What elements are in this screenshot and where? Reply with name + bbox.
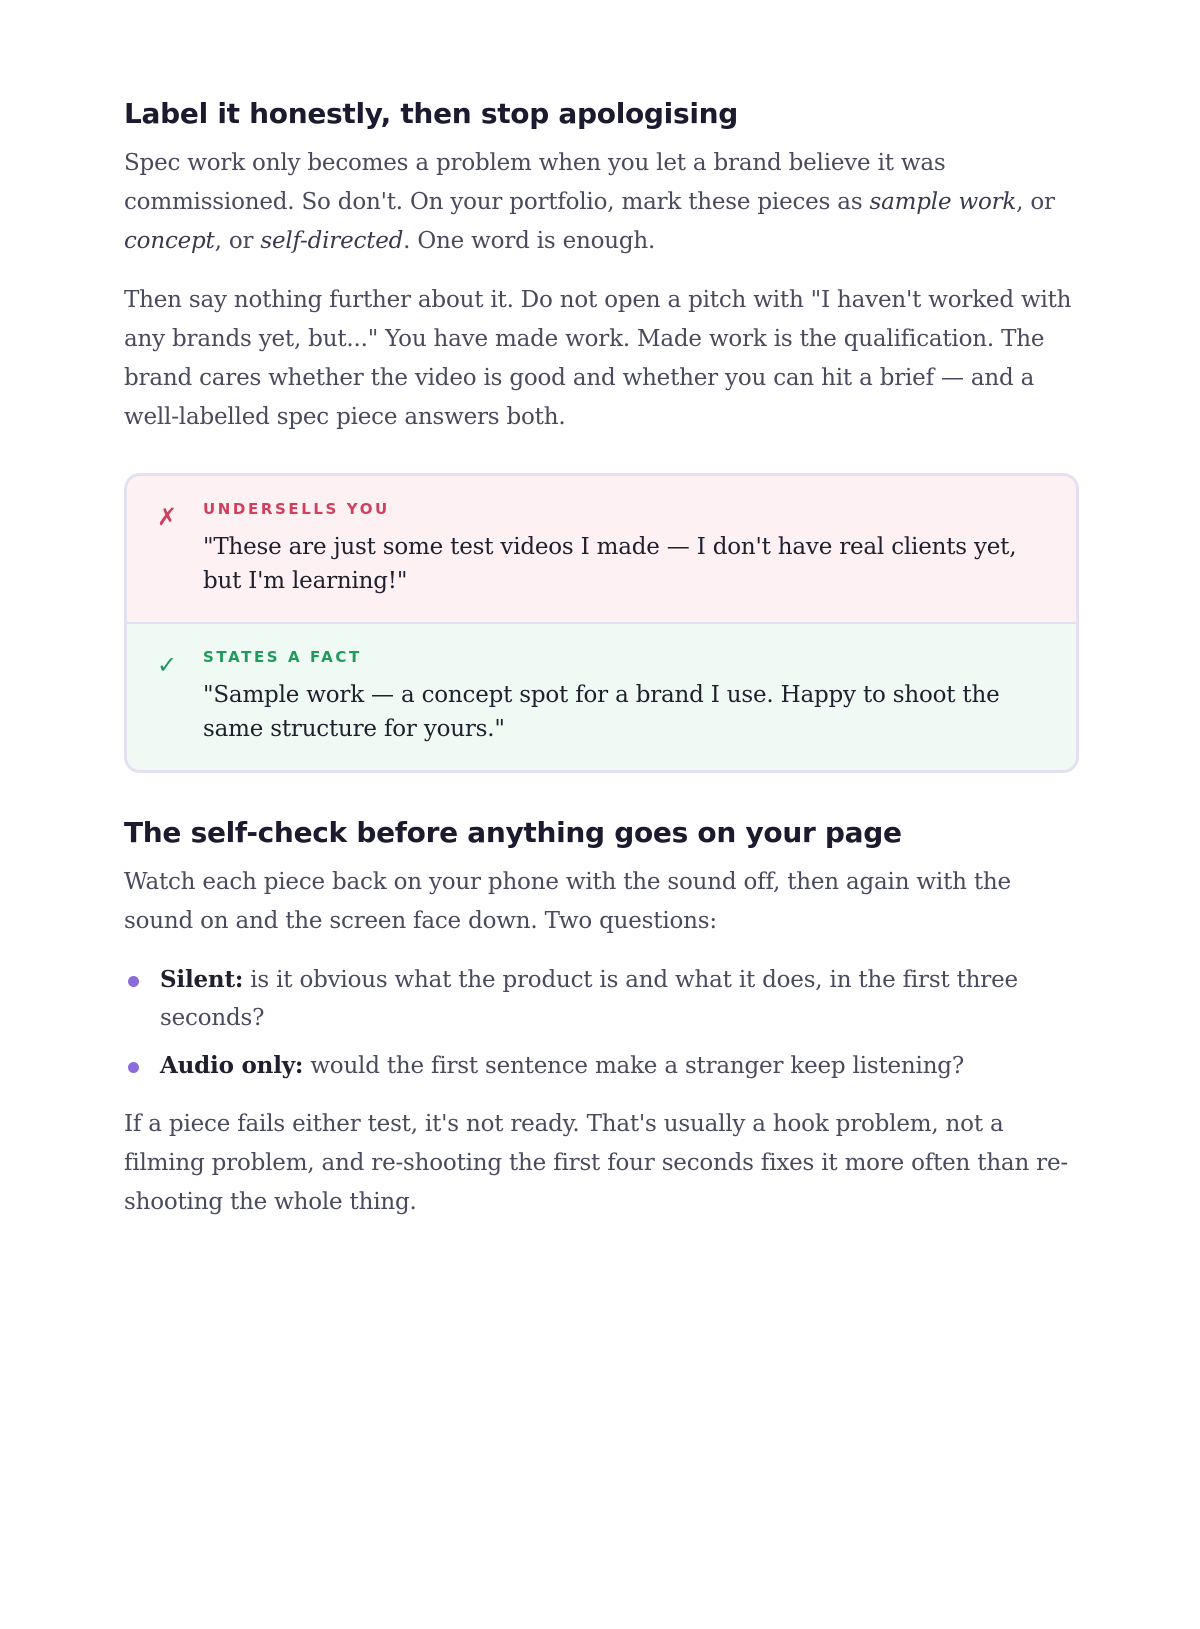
article-body (124, 96, 1079, 1242)
comparison-label-undersells: UNDERSELLS YOU (203, 500, 390, 518)
list-item (124, 1047, 1079, 1085)
list-item-label: Audio only: (160, 1052, 304, 1079)
list-item-label: Silent: (160, 966, 244, 993)
comparison-quote-undersells: "These are just some test videos I made — I don't have real clients yet, but I'm learning!" (203, 534, 1017, 594)
bullet-dot-icon (128, 976, 139, 987)
paragraph-say-nothing: Then say nothing further about it. Do not open a pitch with "I haven't worked with any brands yet, but..." You have made work. Made work is the qualification. The brand cares whether the video is good and whether you can hit a brief — and a well-labelled spec piece answers both. (124, 287, 1072, 430)
term-sample-work: sample work (869, 189, 1017, 215)
list-item-text: is it obvious what the product is and what it does, in the first three seconds? (160, 967, 1018, 1031)
check-icon: ✓ (157, 651, 178, 679)
section-heading-label-honestly: Label it honestly, then stop apologising (124, 97, 739, 130)
paragraph-spec-work: Spec work only becomes a problem when you let a brand believe it was commissioned. So don't. On your portfolio, mark these pieces as sample work, or concept, or self-directed. One word is enough. (124, 150, 1055, 254)
bullet-dot-icon (128, 1062, 139, 1073)
cross-icon: ✗ (157, 503, 178, 531)
comparison-row-undersells (127, 476, 1076, 624)
self-check-list (124, 961, 1079, 1085)
term-self-directed: self-directed (260, 228, 404, 254)
comparison-box (124, 473, 1079, 773)
comparison-label-states-fact: STATES A FACT (203, 648, 362, 666)
section-heading-self-check: The self-check before anything goes on your page (124, 816, 902, 849)
comparison-row-states-fact (127, 624, 1076, 770)
list-item (124, 961, 1079, 1037)
list-item-text: would the first sentence make a stranger keep listening? (303, 1053, 964, 1079)
paragraph-fails-test: If a piece fails either test, it's not ready. That's usually a hook problem, not a filming problem, and re-shooting the first four seconds fixes it more often than re-shooting the whole thing. (124, 1111, 1068, 1215)
comparison-quote-states-fact: "Sample work — a concept spot for a brand I use. Happy to shoot the same structure for yours." (203, 682, 1000, 742)
paragraph-watch-each: Watch each piece back on your phone with the sound off, then again with the sound on and the screen face down. Two questions: (124, 869, 1011, 934)
term-concept: concept (124, 228, 215, 254)
